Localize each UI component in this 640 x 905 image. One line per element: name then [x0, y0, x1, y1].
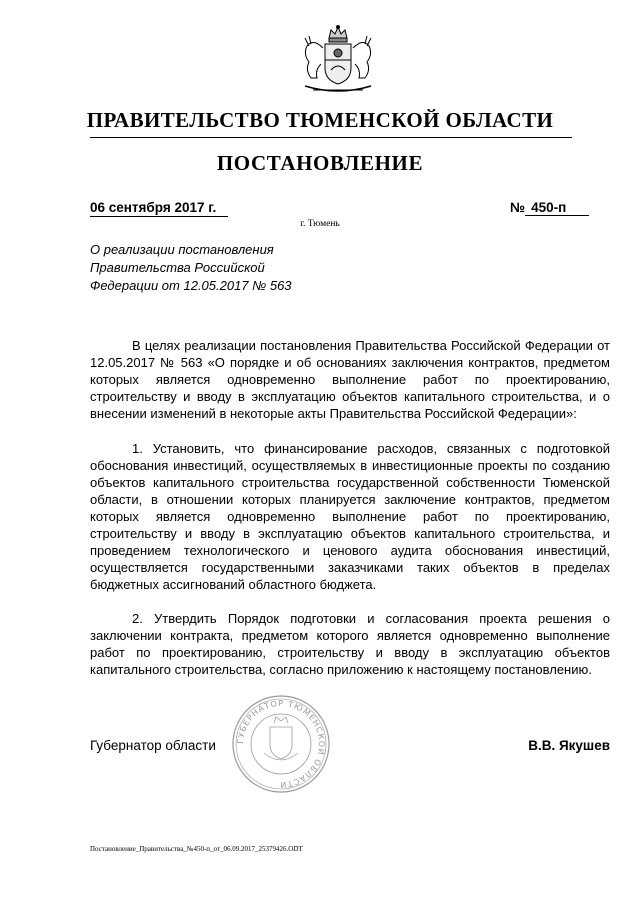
signer-title: Губернатор области	[90, 738, 216, 753]
document-type-title: ПОСТАНОВЛЕНИЕ	[216, 151, 424, 175]
document-subject	[90, 241, 350, 295]
subject-line: Федерации от 12.05.2017 № 563	[90, 278, 292, 293]
document-date: 06 сентября 2017 г.	[90, 200, 228, 217]
header-divider	[90, 137, 572, 138]
footer-filename: Постановление_Правительства_№450-п_от_06.09.2017_25379426.ODT	[90, 845, 303, 853]
svg-text:ГУБЕРНАТОР ТЮМЕНСКОЙ ОБЛАСТИ	[236, 699, 328, 789]
signer-name: В.В. Якушев	[528, 738, 610, 753]
official-seal-stamp	[230, 693, 332, 795]
clause-1-paragraph: 1. Установить, что финансирование расходов, связанных с подготовкой обоснования инвестиций, осуществляемых в инвестиционные проекты по созданию объектов капитального строительства государственной собственности Тюменской области, в отношении которых планируется заключение контрактов, предметом которых является одновременно выполнение работ по проектированию, строительству и вводу в эксплуатацию объектов капитального строительства, и проведением технологического и ценового аудита обоснования инвестиций, осуществляется государственными заказчиками таких объектов в пределах бюджетных ассигнований областного бюджета.	[90, 441, 610, 592]
coat-of-arms-emblem	[293, 24, 383, 104]
number-prefix: №	[510, 200, 526, 215]
document-number	[510, 200, 598, 216]
government-title: ПРАВИТЕЛЬСТВО ТЮМЕНСКОЙ ОБЛАСТИ	[86, 108, 554, 132]
seal-text: ГУБЕРНАТОР ТЮМЕНСКОЙ ОБЛАСТИ	[235, 698, 327, 790]
number-value: 450-п	[525, 200, 589, 216]
document-city: г. Тюмень	[300, 219, 340, 229]
clause-2-paragraph: 2. Утвердить Порядок подготовки и согласования проекта решения о заключении контракта, предметом которого является одновременно выполнение работ по проектированию, строительству и вводу в эксплуатацию объектов капитального строительства, согласно приложению к настоящему постановлению.	[90, 611, 610, 677]
subject-line: О реализации постановления	[90, 242, 274, 257]
subject-line: Правительства Российской	[90, 260, 265, 275]
preamble-paragraph: В целях реализации постановления Правительства Российской Федерации от 12.05.2017 № 563 «О порядке и об основаниях заключения контрактов, предметом которых является одновременно выполнение работ по проектированию, строительству и вводу в эксплуатацию объектов капитального строительства, и о внесении изменений в некоторые акты Правительства Российской Федерации»:	[90, 338, 610, 421]
